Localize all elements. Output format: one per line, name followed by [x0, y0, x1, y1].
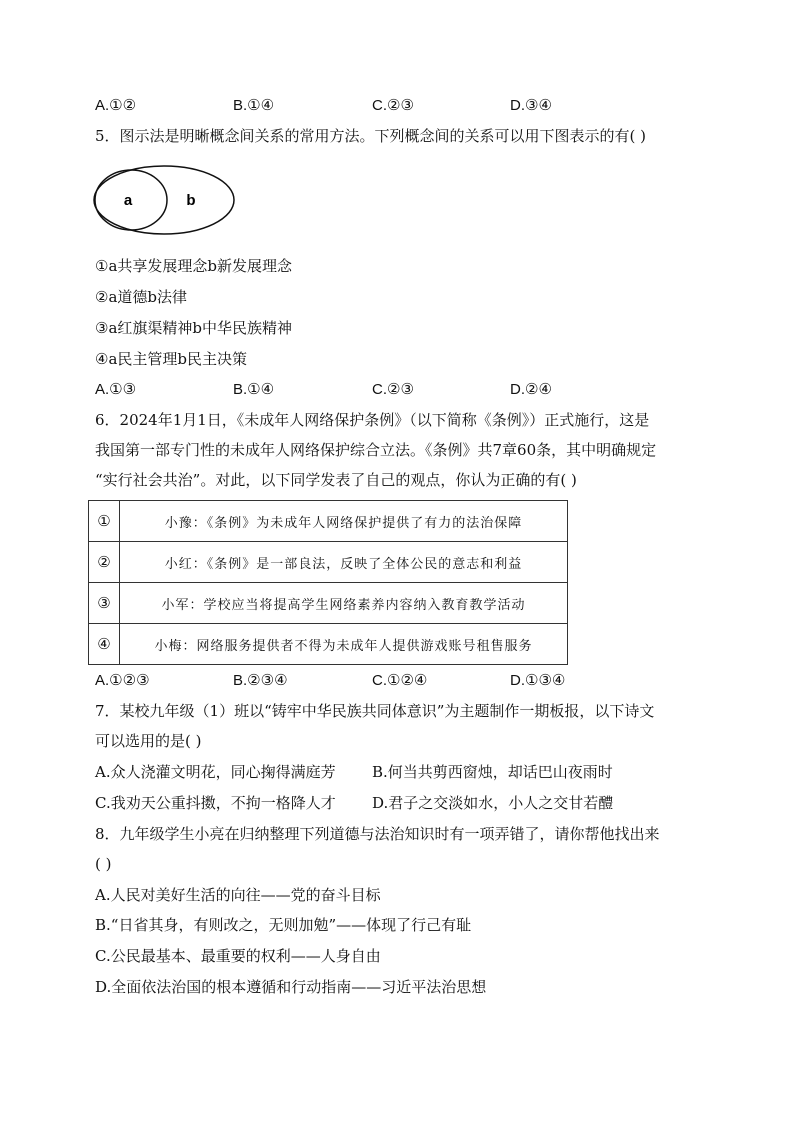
venn-diagram [93, 164, 243, 236]
q7-stem-line-2: 可以选用的是( ) [95, 732, 202, 750]
q5-stem: 5．图示法是明晰概念间关系的常用方法。下列概念间的关系可以用下图表示的有( ) [95, 127, 647, 145]
q6-option-b[interactable]: B.②③④ [233, 672, 288, 689]
q6-option-a[interactable]: A.①②③ [95, 672, 150, 689]
q7-option-d[interactable]: D.君子之交淡如水，小人之交甘若醴 [372, 794, 614, 812]
q7-option-c[interactable]: C.我劝天公重抖擞，不拘一格降人才 [95, 794, 336, 812]
view-text: 小梅：网络服务提供者不得为未成年人提供游戏账号租售服务 [120, 624, 568, 665]
view-text: 小军：学校应当将提高学生网络素养内容纳入教育教学活动 [120, 583, 568, 624]
q4-option-b[interactable]: B.①④ [233, 97, 275, 114]
venn-label-a: a [123, 192, 133, 209]
q4-option-a[interactable]: A.①② [95, 97, 137, 114]
q5-item-1: ①a共享发展理念b新发展理念 [95, 257, 292, 275]
q8-option-c[interactable]: C.公民最基本、最重要的权利——人身自由 [95, 947, 381, 965]
q6-stem-line-1: 6．2024年1月1日，《未成年人网络保护条例》（以下简称《条例》）正式施行，这是 [95, 411, 650, 429]
q5-option-b[interactable]: B.①④ [233, 381, 275, 398]
venn-label-b: b [186, 192, 196, 209]
q8-stem-line-2: ( ) [95, 855, 112, 873]
q5-item-4: ④a民主管理b民主决策 [95, 350, 247, 368]
q6-option-c[interactable]: C.①②④ [372, 672, 428, 689]
q7-option-b[interactable]: B.何当共剪西窗烛，却话巴山夜雨时 [372, 763, 613, 781]
q6-option-d[interactable]: D.①③④ [510, 672, 566, 689]
q5-option-d[interactable]: D.②④ [510, 381, 552, 398]
view-number: ④ [89, 624, 120, 665]
venn-outer-ellipse [94, 166, 234, 234]
q5-option-a[interactable]: A.①③ [95, 381, 137, 398]
q6-stem-line-3: “实行社会共治”。对此，以下同学发表了自己的观点，你认为正确的有( ) [95, 471, 577, 489]
q7-option-a[interactable]: A.众人浇灌文明花，同心掬得满庭芳 [95, 763, 336, 781]
q5-option-c[interactable]: C.②③ [372, 381, 414, 398]
table-row [89, 583, 568, 624]
q6-views-table [88, 500, 568, 665]
view-text: 小豫：《条例》为未成年人网络保护提供了有力的法治保障 [120, 501, 568, 542]
table-row [89, 501, 568, 542]
q8-option-b[interactable]: B.“日省其身，有则改之，无则加勉”——体现了行己有耻 [95, 916, 472, 934]
view-text: 小红：《条例》是一部良法，反映了全体公民的意志和利益 [120, 542, 568, 583]
view-number: ③ [89, 583, 120, 624]
q8-option-a[interactable]: A.人民对美好生活的向往——党的奋斗目标 [95, 886, 381, 904]
q4-option-c[interactable]: C.②③ [372, 97, 414, 114]
q7-stem-line-1: 7．某校九年级（1）班以“铸牢中华民族共同体意识”为主题制作一期板报，以下诗文 [95, 702, 655, 720]
q8-stem-line-1: 8．九年级学生小亮在归纳整理下列道德与法治知识时有一项弄错了，请你帮他找出来 [95, 825, 660, 843]
table-row [89, 542, 568, 583]
q4-option-d[interactable]: D.③④ [510, 97, 552, 114]
q6-stem-line-2: 我国第一部专门性的未成年人网络保护综合立法。《条例》共7章60条，其中明确规定 [95, 441, 657, 459]
table-row [89, 624, 568, 665]
q5-item-3: ③a红旗渠精神b中华民族精神 [95, 319, 292, 337]
q5-item-2: ②a道德b法律 [95, 288, 187, 306]
q8-option-d[interactable]: D.全面依法治国的根本遵循和行动指南——习近平法治思想 [95, 978, 487, 996]
view-number: ② [89, 542, 120, 583]
view-number: ① [89, 501, 120, 542]
